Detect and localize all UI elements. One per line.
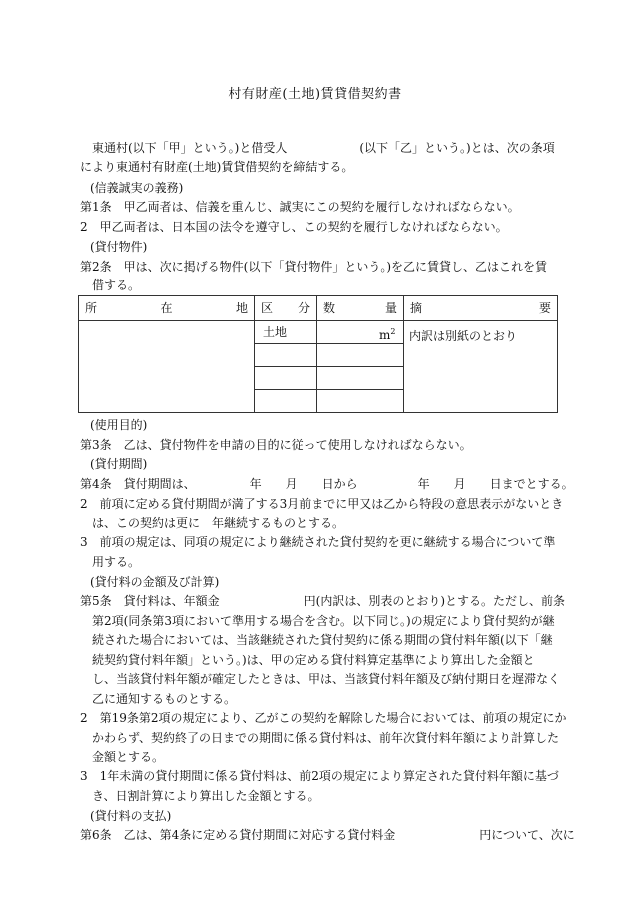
article-4: 第4条 貸付期間は、 年 月 日から 年 月 日までとする。	[80, 477, 574, 491]
article-5-cont: し、当該貸付料年額が確定したときは、甲は、当該貸付料年額及び納付期日を遅滞なく	[92, 672, 561, 686]
article-1: 第1条 甲乙両者は、信義を重んじ、誠実にこの契約を履行しなければならない。	[80, 200, 520, 214]
header-location: 所 在 地	[79, 296, 254, 321]
article-4-para-2: 2 前項に定める貸付期間が満了する3月前までに甲又は乙から特段の意思表示がないとき	[80, 497, 564, 511]
article-5-para-2-cont: かわらず、契約終了の日までの期間に係る貸付料は、前年次貸付料年額により計算した	[92, 731, 560, 745]
document-title: 村有財産(土地)賃貸借契約書	[228, 87, 402, 102]
article-5-para-2-cont: 金額とする。	[92, 750, 165, 764]
article-4-para-2-cont: は、この契約は更に 年継続するものとする。	[92, 516, 345, 530]
cell-remarks: 内訳は別紙のとおり	[409, 329, 518, 343]
header-category: 区 分	[255, 296, 316, 321]
header-quantity: 数 量	[317, 296, 403, 321]
section-heading: (貸付料の金額及び計算)	[90, 575, 220, 589]
section-heading: (信義誠実の義務)	[90, 181, 184, 195]
article-4-para-3: 3 前項の規定は、同項の規定により継続された貸付契約を更に継続する場合について準	[80, 535, 556, 549]
section-heading: (使用目的)	[90, 418, 148, 432]
property-table	[78, 295, 558, 413]
article-5: 第5条 貸付料は、年額金 円(内訳は、別表のとおり)とする。ただし、前条	[80, 594, 566, 608]
article-5-para-3-cont: き、日割計算により算出した金額とする。	[92, 789, 320, 803]
header-remarks: 摘 要	[404, 296, 557, 321]
cell-unit: $m^2$	[379, 327, 396, 342]
article-5-para-3: 3 1年未満の貸付期間に係る貸付料は、前2項の規定により算定された貸付料年額に基づ	[80, 769, 559, 783]
section-heading: (貸付物件)	[90, 240, 148, 254]
article-5-para-2: 2 第19条第2項の規定により、乙がこの契約を解除した場合においては、前項の規定にか	[80, 711, 567, 725]
article-5-cont: 第2項(同条第3項において準用する場合を含む。以下同じ。)の規定により貸付契約が継	[92, 614, 555, 628]
article-2-cont: 借する。	[92, 278, 141, 292]
article-1-para-2: 2 甲乙両者は、日本国の法令を遵守し、この契約を履行しなければならない。	[80, 220, 508, 234]
article-4-para-3-cont: 用する。	[92, 555, 141, 569]
cell-category: 土地	[263, 325, 288, 339]
article-3: 第3条 乙は、貸付物件を申請の目的に従って使用しなければならない。	[80, 438, 472, 452]
article-5-cont: 続契約貸付料年額」という。)は、甲の定める貸付料算定基準により算出した金額と	[92, 653, 535, 667]
article-2: 第2条 甲は、次に掲げる物件(以下「貸付物件」という。)を乙に賃貸し、乙はこれを賃	[80, 260, 548, 274]
intro-line-2: により東通村有財産(土地)賃貸借契約を締結する。	[80, 160, 354, 174]
article-5-cont: 続された場合においては、当該継続された貸付契約に係る期間の貸付料年額(以下「継	[92, 633, 553, 647]
article-5-cont: 乙に通知するものとする。	[92, 692, 237, 706]
article-6: 第6条 乙は、第4条に定める貸付期間に対応する貸付料金 円について、次に	[80, 828, 575, 842]
section-heading: (貸付期間)	[90, 457, 148, 471]
intro-line-1: 東通村(以下「甲」という。)と借受人 (以下「乙」という。)とは、次の条項	[92, 141, 555, 155]
section-heading: (貸付料の支払)	[90, 809, 172, 823]
